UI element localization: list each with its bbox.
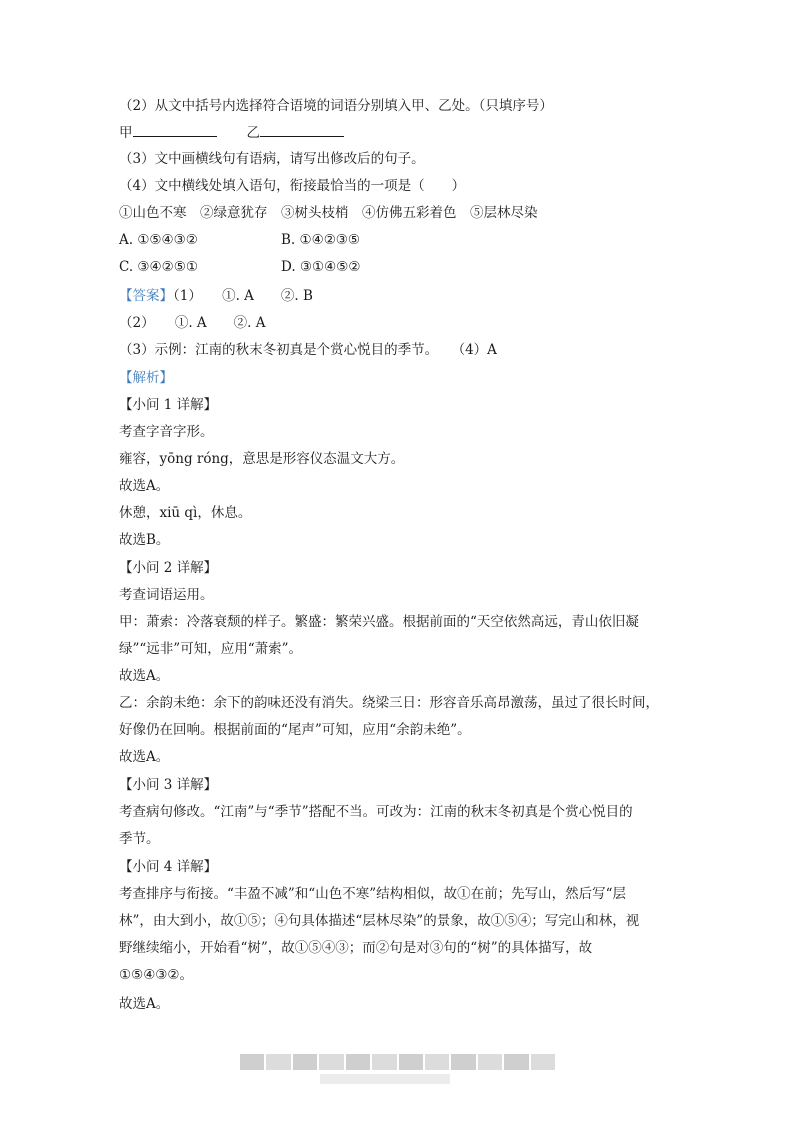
analysis-line: ①⑤④③②。 <box>119 967 194 983</box>
question-2: （2）从文中括号内选择符合语境的词语分别填入甲、乙处。（只填序号） <box>119 98 553 114</box>
analysis-line: 雍容，yōng róng，意思是形容仪态温文大方。 <box>119 451 405 467</box>
yi-label: 乙 <box>246 125 260 141</box>
answer-2: （2） ①. A ②. A <box>119 315 266 331</box>
analysis-line: 【小问 1 详解】 <box>119 397 218 413</box>
analysis-line: 故选A。 <box>119 749 170 765</box>
answer-1: （1） ①. A ②. B <box>173 288 313 304</box>
option-a: A. ①⑤④③② <box>119 232 198 248</box>
options-row-2 <box>119 257 519 277</box>
analysis-line: 【小问 2 详解】 <box>119 560 218 576</box>
analysis-line: 甲：萧索：冷落衰颓的样子。繁盛：繁荣兴盛。根据前面的“天空依然高远，青山依旧凝 <box>119 614 639 630</box>
analysis-tag: 【解析】 <box>119 370 173 386</box>
analysis-line: 故选A。 <box>119 668 170 684</box>
analysis-line: 季节。 <box>119 831 160 847</box>
question-4: （4）文中横线处填入语句，衔接最恰当的一项是（ ） <box>119 178 466 194</box>
options-row-1 <box>119 230 519 250</box>
analysis-line: 考查排序与衔接。“丰盈不减”和“山色不寒”结构相似，故①在前；先写山，然后写“层 <box>119 886 627 902</box>
sentence-options: ①山色不寒 ②绿意犹存 ③树头枝梢 ④仿佛五彩着色 ⑤层林尽染 <box>119 205 538 221</box>
answer-3: （3）示例：江南的秋末冬初真是个赏心悦目的季节。 （4）A <box>119 342 497 358</box>
analysis-line: 绿”“远非”可知，应用“萧索”。 <box>119 641 303 657</box>
analysis-line: 【小问 3 详解】 <box>119 777 218 793</box>
analysis-line: 休憩，xiū qì，休息。 <box>119 505 252 521</box>
analysis-line: 考查字音字形。 <box>119 424 214 440</box>
question-3: （3）文中画横线句有语病，请写出修改后的句子。 <box>119 151 425 167</box>
analysis-line: 故选B。 <box>119 532 170 548</box>
jia-blank <box>133 122 217 137</box>
analysis-line: 林”，由大到小，故①⑤；④句具体描述“层林尽染”的景象，故①⑤④；写完山和林，视 <box>119 913 640 929</box>
analysis-line: 【小问 4 详解】 <box>119 859 218 875</box>
analysis-line: 野继续缩小，开始看“树”，故①⑤④③；而②句是对③句的“树”的具体描写，故 <box>119 940 593 956</box>
option-c: C. ③④②⑤① <box>119 259 198 275</box>
footer-watermark <box>240 1054 555 1070</box>
option-b: B. ①④②③⑤ <box>281 232 361 248</box>
analysis-line: 乙：余韵未绝：余下的韵味还没有消失。绕梁三日：形容音乐高昂激荡，虽过了很长时间， <box>119 695 659 711</box>
option-d: D. ③①④⑤② <box>281 259 361 275</box>
answer-line-1 <box>119 286 313 306</box>
blank-line <box>119 122 344 143</box>
jia-label: 甲 <box>119 125 133 141</box>
footer-watermark-sub <box>320 1074 450 1084</box>
analysis-line: 故选A。 <box>119 996 170 1012</box>
answer-tag: 【答案】 <box>119 288 173 304</box>
analysis-line: 考查病句修改。“江南”与“季节”搭配不当。可改为：江南的秋末冬初真是个赏心悦目的 <box>119 804 633 820</box>
analysis-line: 故选A。 <box>119 478 170 494</box>
analysis-line: 好像仍在回响。根据前面的“尾声”可知，应用“余韵未绝”。 <box>119 722 471 738</box>
analysis-line: 考查词语运用。 <box>119 587 214 603</box>
yi-blank <box>260 122 344 137</box>
